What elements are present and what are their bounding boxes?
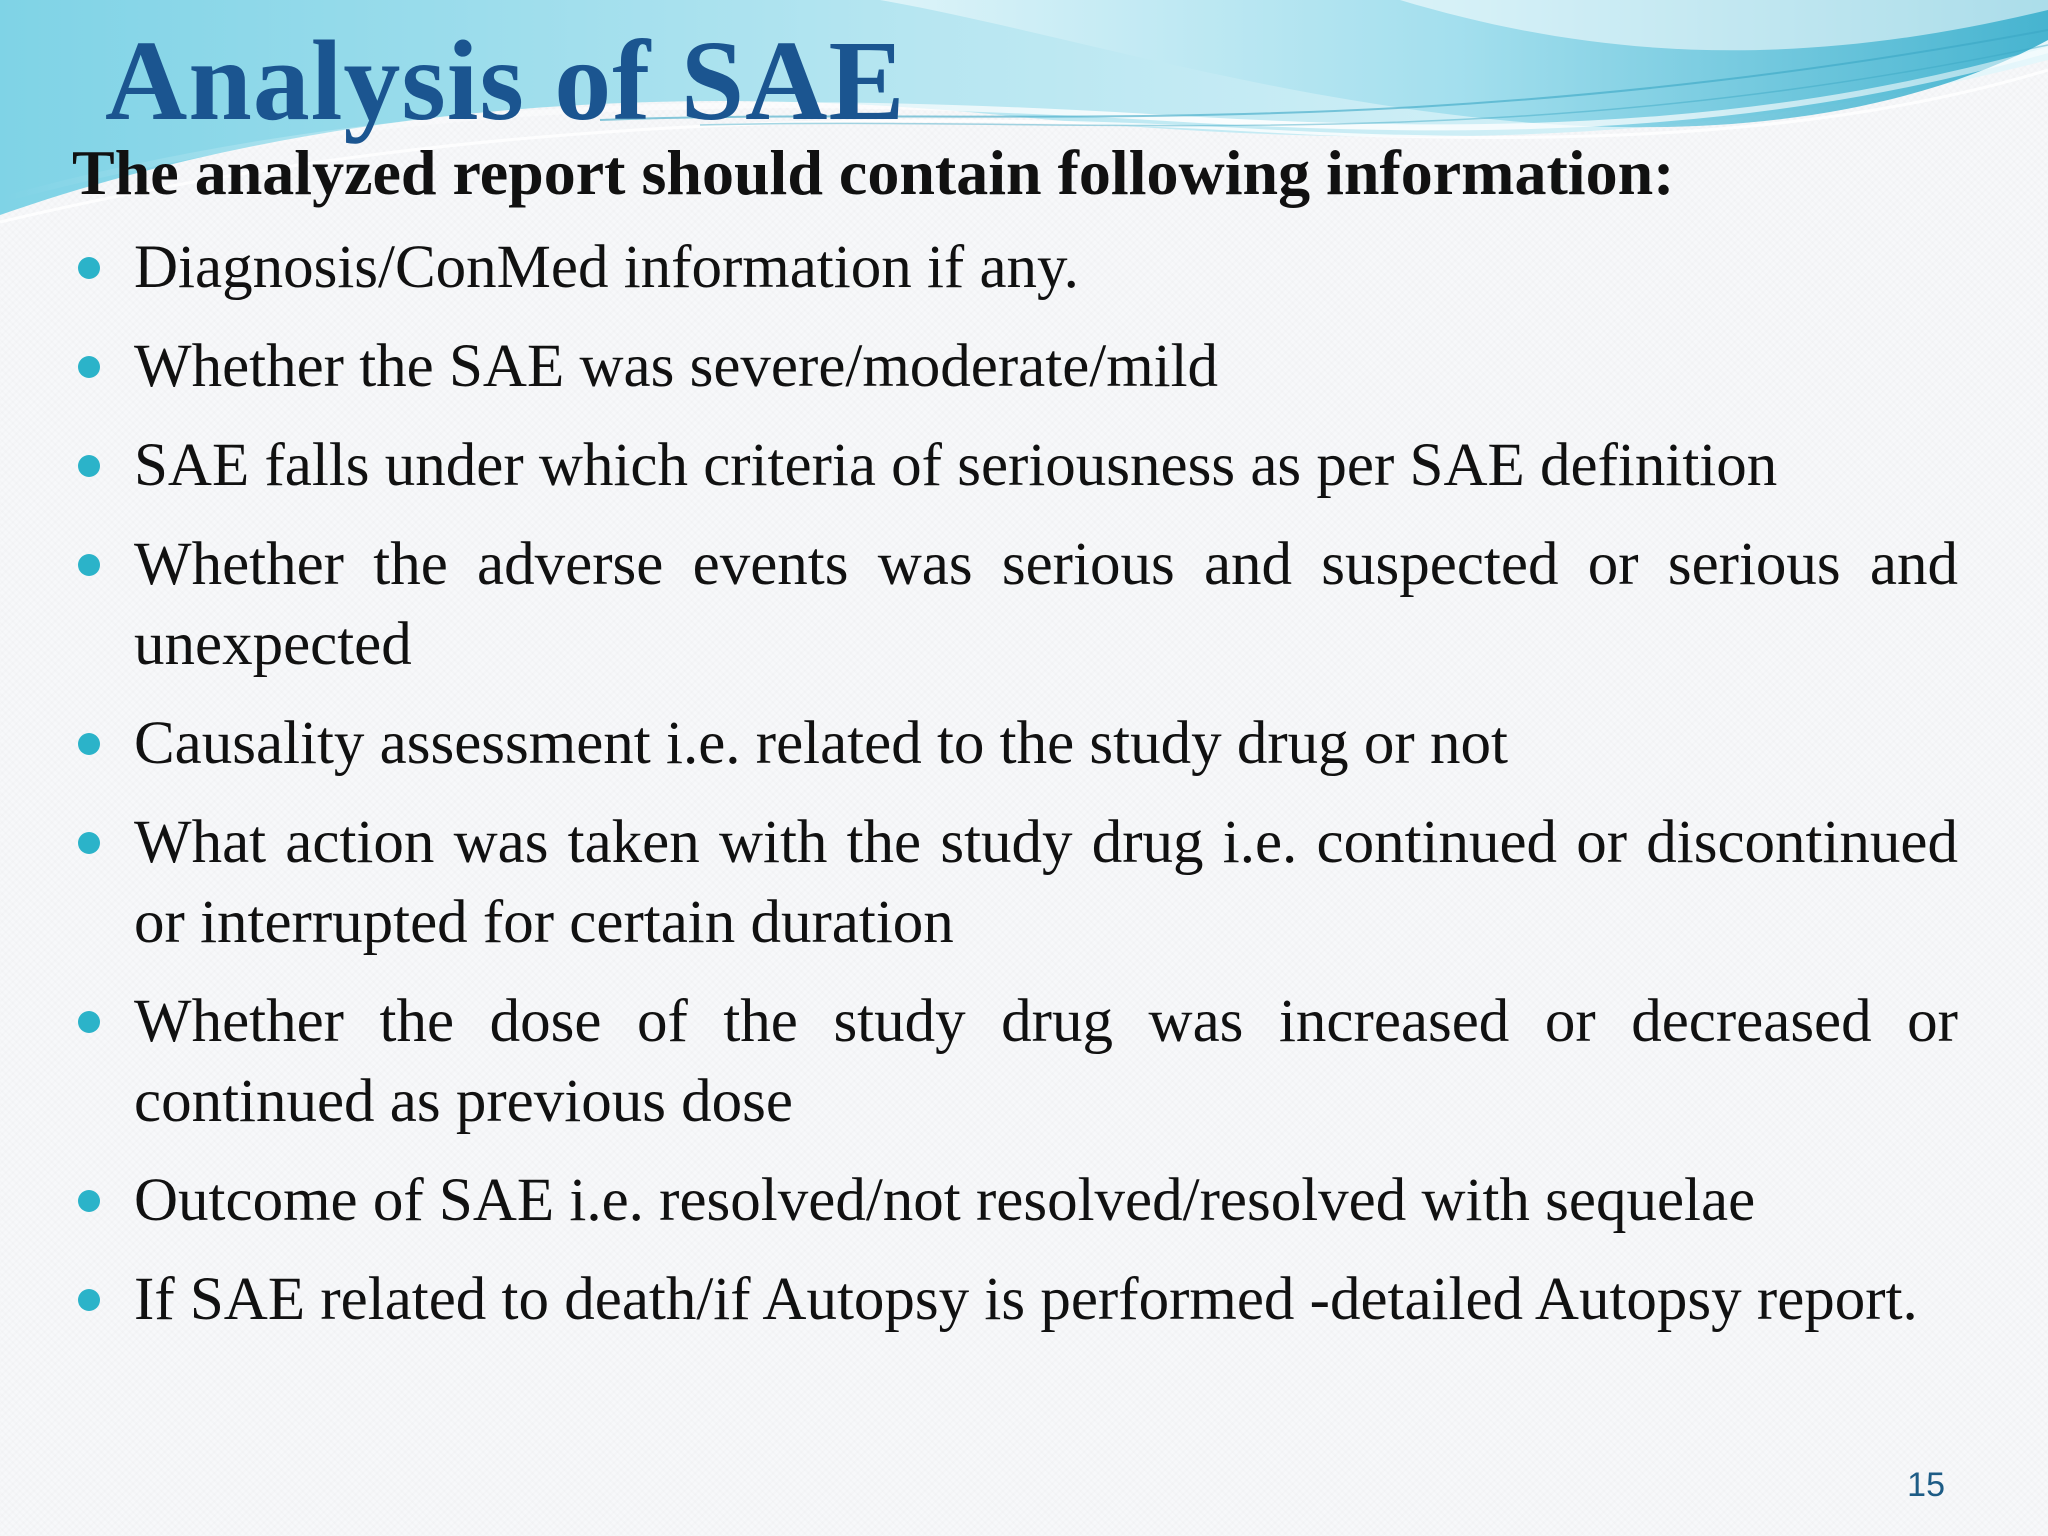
bullet-dot-icon — [78, 1011, 100, 1033]
bullet-text: Whether the dose of the study drug was increased or decreased or continued as previous dose — [134, 988, 1958, 1135]
bullet-item — [0, 228, 2048, 308]
bullet-list — [0, 228, 2048, 1359]
bullet-text: SAE falls under which criteria of seriousness as per SAE definition — [134, 432, 1778, 499]
bullet-item — [0, 426, 2048, 506]
bullet-item — [0, 982, 2048, 1142]
bullet-dot-icon — [78, 356, 100, 378]
bullet-dot-icon — [78, 733, 100, 755]
bullet-text: If SAE related to death/if Autopsy is performed -detailed Autopsy report. — [134, 1266, 1918, 1333]
bullet-text: Diagnosis/ConMed information if any. — [134, 234, 1079, 301]
bullet-dot-icon — [78, 257, 100, 279]
bullet-dot-icon — [78, 455, 100, 477]
bullet-dot-icon — [78, 1289, 100, 1311]
bullet-item — [0, 525, 2048, 685]
bullet-item — [0, 1161, 2048, 1241]
slide-title: Analysis of SAE — [105, 17, 906, 144]
bullet-item — [0, 327, 2048, 407]
bullet-dot-icon — [78, 554, 100, 576]
bullet-dot-icon — [78, 832, 100, 854]
bullet-item — [0, 803, 2048, 963]
page-number: 15 — [1907, 1466, 1945, 1504]
bullet-item — [0, 704, 2048, 784]
bullet-dot-icon — [78, 1190, 100, 1212]
bullet-text: Outcome of SAE i.e. resolved/not resolved/resolved with sequelae — [134, 1167, 1756, 1234]
bullet-text: Whether the SAE was severe/moderate/mild — [134, 333, 1219, 400]
slide-subtitle: The analyzed report should contain following information: — [72, 137, 1675, 208]
bullet-text: What action was taken with the study drug i.e. continued or discontinued or interrupted for certain duration — [134, 809, 1958, 956]
bullet-text: Whether the adverse events was serious and suspected or serious and unexpected — [134, 531, 1958, 678]
bullet-item — [0, 1260, 2048, 1340]
bullet-text: Causality assessment i.e. related to the study drug or not — [134, 710, 1508, 777]
